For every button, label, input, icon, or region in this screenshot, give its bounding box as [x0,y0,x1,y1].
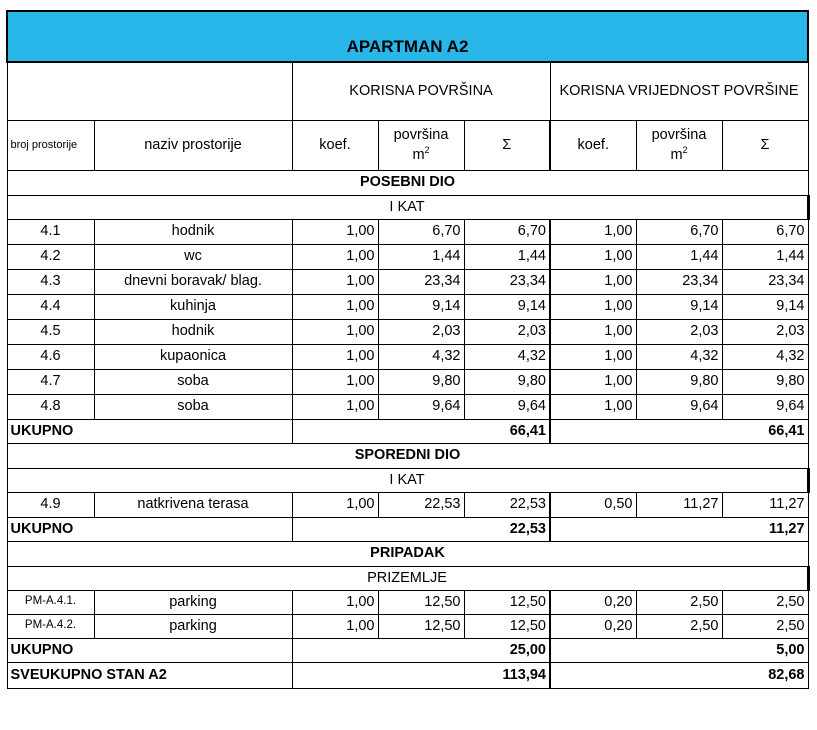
header-korisna-povrsina: KORISNA POVRŠINA [292,62,550,120]
koef-value: 1,00 [292,394,378,419]
area-table [6,10,810,689]
room-number: 4.3 [7,269,94,294]
koef-value: 1,00 [550,319,636,344]
povrsina-value: 12,50 [378,590,464,614]
room-number: 4.4 [7,294,94,319]
room-number: 4.2 [7,244,94,269]
sum-value: 1,44 [464,244,550,269]
povrsina-value: 2,50 [636,590,722,614]
koef-value: 1,00 [292,614,378,638]
room-name: hodnik [94,219,292,244]
sum-value: 2,03 [464,319,550,344]
povrsina-value: 23,34 [636,269,722,294]
header-blank [7,62,292,120]
sum-value: 4,32 [722,344,808,369]
pripadak-total-korisna: 25,00 [292,638,550,662]
header-broj-prostorije: broj prostorije [7,120,94,170]
povrsina-value: 12,50 [378,614,464,638]
sporedni-total-label: UKUPNO [7,517,292,541]
room-name: dnevni boravak/ blag. [94,269,292,294]
sum-value: 6,70 [464,219,550,244]
sporedni-floor-label: I KAT [7,468,808,492]
sum-value: 6,70 [722,219,808,244]
room-number: 4.6 [7,344,94,369]
sporedni-section-title: SPOREDNI DIO [7,443,808,468]
unit-sup: 2 [424,144,430,155]
grand-total-label: SVEUKUPNO STAN A2 [7,662,292,688]
povrsina-value: 6,70 [636,219,722,244]
koef-value: 1,00 [550,394,636,419]
koef-value: 1,00 [292,244,378,269]
povrsina-label: površina [651,127,707,144]
room-name: parking [94,590,292,614]
povrsina-value: 9,80 [636,369,722,394]
room-name: soba [94,394,292,419]
room-name: natkrivena terasa [94,492,292,517]
room-number: PM-A.4.1. [7,590,94,614]
page-title: APARTMAN A2 [7,11,808,62]
posebni-total-label: UKUPNO [7,419,292,443]
koef-value: 1,00 [292,219,378,244]
sum-value: 9,80 [464,369,550,394]
koef-value: 1,00 [550,369,636,394]
sum-value: 12,50 [464,590,550,614]
koef-value: 0,20 [550,614,636,638]
pripadak-total-label: UKUPNO [7,638,292,662]
header-povrsina-1 [378,120,464,170]
povrsina-value: 1,44 [378,244,464,269]
sum-value: 2,50 [722,590,808,614]
povrsina-value: 4,32 [636,344,722,369]
unit-sup: 2 [682,144,688,155]
sum-value: 12,50 [464,614,550,638]
sum-value: 9,80 [722,369,808,394]
sum-value: 4,32 [464,344,550,369]
koef-value: 1,00 [550,219,636,244]
room-name: hodnik [94,319,292,344]
povrsina-value: 9,80 [378,369,464,394]
pripadak-floor-label: PRIZEMLJE [7,566,808,590]
pripadak-section-title: PRIPADAK [7,541,808,566]
koef-value: 1,00 [550,294,636,319]
room-number: 4.8 [7,394,94,419]
room-name: wc [94,244,292,269]
sum-value: 22,53 [464,492,550,517]
povrsina-value: 1,44 [636,244,722,269]
koef-value: 1,00 [292,319,378,344]
povrsina-value: 9,64 [378,394,464,419]
room-name: kuhinja [94,294,292,319]
povrsina-value: 11,27 [636,492,722,517]
header-korisna-vrijednost: KORISNA VRIJEDNOST POVRŠINE [550,62,808,120]
header-povrsina-2 [636,120,722,170]
povrsina-value: 9,64 [636,394,722,419]
room-number: 4.1 [7,219,94,244]
koef-value: 1,00 [292,590,378,614]
posebni-total-korisna: 66,41 [292,419,550,443]
sporedni-total-korisna: 22,53 [292,517,550,541]
area-table-sheet [6,10,810,689]
povrsina-value: 4,32 [378,344,464,369]
header-koef-2: koef. [550,120,636,170]
grand-total-korisna: 113,94 [292,662,550,688]
header-sigma-1: Σ [464,120,550,170]
povrsina-value: 9,14 [636,294,722,319]
posebni-total-vrijednost: 66,41 [550,419,808,443]
koef-value: 1,00 [292,344,378,369]
room-name: soba [94,369,292,394]
header-sigma-2: Σ [722,120,808,170]
header-koef-1: koef. [292,120,378,170]
koef-value: 1,00 [292,269,378,294]
koef-value: 0,50 [550,492,636,517]
sum-value: 23,34 [722,269,808,294]
pripadak-total-vrijednost: 5,00 [550,638,808,662]
sum-value: 2,03 [722,319,808,344]
header-naziv-prostorije: naziv prostorije [94,120,292,170]
room-name: kupaonica [94,344,292,369]
sum-value: 11,27 [722,492,808,517]
povrsina-value: 23,34 [378,269,464,294]
posebni-section-title: POSEBNI DIO [7,170,808,195]
sum-value: 9,64 [722,394,808,419]
koef-value: 1,00 [292,369,378,394]
povrsina-label: površina [393,127,449,144]
room-number: 4.7 [7,369,94,394]
povrsina-value: 22,53 [378,492,464,517]
sum-value: 9,64 [464,394,550,419]
sum-value: 9,14 [464,294,550,319]
koef-value: 1,00 [292,492,378,517]
room-name: parking [94,614,292,638]
room-number: 4.5 [7,319,94,344]
koef-value: 1,00 [550,244,636,269]
sporedni-total-vrijednost: 11,27 [550,517,808,541]
room-number: PM-A.4.2. [7,614,94,638]
sum-value: 23,34 [464,269,550,294]
povrsina-value: 9,14 [378,294,464,319]
sum-value: 2,50 [722,614,808,638]
unit-m: m [412,146,425,163]
posebni-floor-label: I KAT [7,195,808,219]
sum-value: 9,14 [722,294,808,319]
grand-total-vrijednost: 82,68 [550,662,808,688]
povrsina-value: 2,03 [378,319,464,344]
koef-value: 1,00 [550,344,636,369]
koef-value: 0,20 [550,590,636,614]
koef-value: 1,00 [550,269,636,294]
sum-value: 1,44 [722,244,808,269]
unit-m: m [670,146,683,163]
povrsina-value: 2,50 [636,614,722,638]
room-number: 4.9 [7,492,94,517]
povrsina-value: 6,70 [378,219,464,244]
povrsina-value: 2,03 [636,319,722,344]
koef-value: 1,00 [292,294,378,319]
